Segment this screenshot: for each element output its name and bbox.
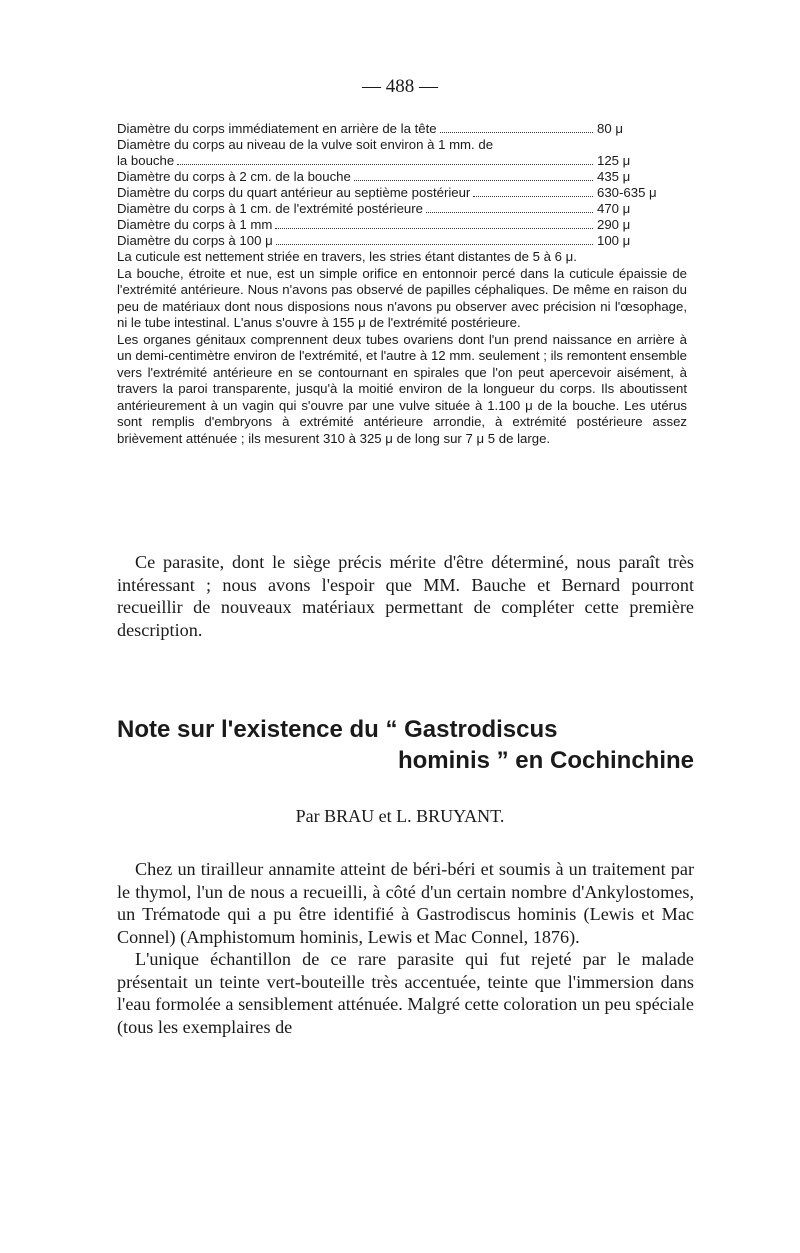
description-paragraphs (117, 249, 687, 447)
measurement-row (117, 201, 677, 217)
article-body (117, 858, 694, 1038)
measurement-row (117, 137, 677, 153)
measurement-value: 125 μ (597, 153, 631, 168)
conclusion-paragraph: Ce parasite, dont le siège précis mérite d'être déterminé, nous paraît très intéressant ; nous avons l'espoir que MM. Bauche et Bernard pourront recueillir de nouveaux matériaux permettant de compléter cette première description. (117, 552, 694, 640)
measurement-value: 435 μ (597, 169, 631, 184)
measurement-row (117, 153, 677, 169)
measurement-row (117, 185, 677, 201)
measurement-label: Diamètre du corps immédiatement en arrière de la tête (117, 121, 437, 136)
page-number: — 488 — (362, 76, 438, 97)
cuticle-paragraph: La cuticule est nettement striée en travers, les stries étant distantes de 5 à 6 μ. (117, 249, 577, 264)
measurement-row (117, 169, 677, 185)
article-title (117, 714, 694, 776)
article-paragraph: L'unique échantillon de ce rare parasite qui fut rejeté par le malade présentait un teinte vert-bouteille très accentuée, teinte que l'immersion dans l'eau formolée a sensiblement atténuée. Malgré cette coloration un peu spéciale (tous les exemplaires de (117, 949, 694, 1037)
measurement-label: la bouche (117, 153, 175, 168)
measurement-value: 100 μ (597, 233, 631, 248)
measurement-label: Diamètre du corps à 100 μ (117, 233, 273, 248)
article-title-line-2: hominis ” en Cochinchine (397, 747, 694, 774)
genital-paragraph: Les organes génitaux comprennent deux tubes ovariens dont l'un prend naissance en arrière à un demi-centimètre environ de l'extrémité, et l'autre à 12 mm. seulement ; ils remontent ensemble vers l'extrémité antérieure en se contournant en spirales que l'on peut apercevoir aisément, à travers la paroi transparente, jusqu'à la moitié environ de la longueur du corps. Ils aboutissent antérieurement à un vagin qui s'ouvre par une vulve située à 1.100 μ de la bouche. Les utérus sont remplis d'embryons à extrémité antérieure arrondie, à extrémité postérieure assez brièvement atténuée ; ils mesurent 310 à 325 μ de long sur 7 μ 5 de large. (117, 331, 687, 446)
article-title-line-1: Note sur l'existence du “ Gastrodiscus (117, 716, 558, 743)
mouth-paragraph: La bouche, étroite et nue, est un simple orifice en entonnoir percé dans la cuticule épaissie de l'extrémité antérieure. Nous n'avons pas observé de papilles céphaliques. De même en raison du peu de matériaux dont nous disposions nous n'avons pu observer avec précision ni l'œsophage, ni le tube intestinal. L'anus s'ouvre à 155 μ de l'extrémité postérieure. (117, 265, 687, 330)
measurement-label: Diamètre du corps à 1 cm. de l'extrémité postérieure (117, 201, 423, 216)
measurement-label: Diamètre du corps à 1 mm (117, 217, 273, 232)
measurement-row (117, 233, 677, 249)
measurement-label: Diamètre du corps au niveau de la vulve soit environ à 1 mm. de (117, 137, 494, 152)
measurement-value: 470 μ (597, 201, 631, 216)
measurement-row (117, 217, 677, 233)
measurement-row (117, 121, 677, 137)
conclusion-block (117, 551, 694, 641)
measurement-value: 630-635 μ (597, 185, 657, 200)
article-byline: Par BRAU et L. BRUYANT. (295, 806, 505, 826)
article-paragraph: Chez un tirailleur annamite atteint de béri-béri et soumis à un traitement par le thymol, l'un de nous a recueilli, à côté d'un certain nombre d'Ankylostomes, un Trématode qui a pu être identifié à Gastrodiscus hominis (Lewis et Mac Connel) (Amphistomum hominis, Lewis et Mac Connel, 1876). (117, 859, 694, 947)
measurements-list (117, 121, 677, 249)
measurement-label: Diamètre du corps du quart antérieur au septième postérieur (117, 185, 471, 200)
measurement-value: 80 μ (597, 121, 623, 136)
measurement-label: Diamètre du corps à 2 cm. de la bouche (117, 169, 351, 184)
measurement-value: 290 μ (597, 217, 631, 232)
